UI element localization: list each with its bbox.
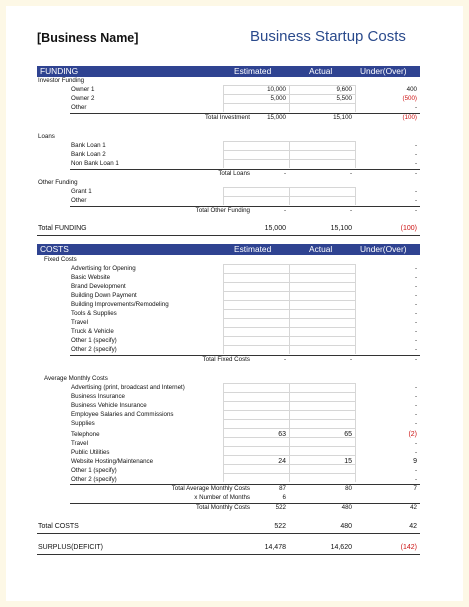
- funding-band-label: FUNDING: [40, 66, 79, 76]
- total-funding-actual: 15,100: [330, 225, 352, 232]
- under-over-cell: -: [414, 301, 417, 308]
- total-avg-monthly-under-over: 7: [413, 485, 417, 492]
- investor-funding-label: Investor Funding: [38, 77, 85, 84]
- page-title: Business Startup Costs: [250, 28, 406, 45]
- under-over-cell: -: [414, 310, 417, 317]
- total-costs-under-over: 42: [409, 523, 417, 530]
- list-item: Public Utilities: [71, 449, 110, 456]
- total-avg-monthly-label: Total Average Monthly Costs: [171, 485, 250, 492]
- list-item: Bank Loan 2: [71, 151, 106, 158]
- funding-col-under-over: Under(Over): [360, 66, 407, 76]
- under-over-cell: -: [414, 197, 417, 204]
- list-item: Advertising for Opening: [71, 265, 136, 272]
- under-over-cell: -: [414, 420, 417, 427]
- under-over-cell: -: [414, 411, 417, 418]
- under-over-cell: -: [414, 104, 417, 111]
- list-item: Non Bank Loan 1: [71, 160, 119, 167]
- list-item: Telephone: [71, 431, 100, 438]
- total-investment-label: Total Investment: [204, 114, 250, 121]
- funding-header-band: [37, 66, 420, 77]
- under-over-cell: -: [414, 151, 417, 158]
- under-over-cell: -: [414, 337, 417, 344]
- total-other-label: Total Other Funding: [195, 207, 250, 214]
- under-over-cell: -: [414, 467, 417, 474]
- list-item: Website Hosting/Maintenance: [71, 458, 154, 465]
- estimated-cell[interactable]: 24: [278, 458, 286, 465]
- list-item: Owner 1: [71, 86, 95, 93]
- business-name: [Business Name]: [37, 31, 139, 45]
- list-item: Brand Development: [71, 283, 126, 290]
- total-investment-actual: 15,100: [333, 114, 352, 121]
- costs-header-band: [37, 244, 420, 255]
- total-fixed-estimated: -: [283, 356, 286, 363]
- list-item: Other 2 (specify): [71, 346, 117, 353]
- list-item: Truck & Vehicle: [71, 328, 114, 335]
- under-over-cell: -: [414, 319, 417, 326]
- actual-cell[interactable]: 15: [344, 458, 352, 465]
- total-other-actual: -: [349, 207, 352, 214]
- total-other-under-over: -: [414, 207, 417, 214]
- costs-band-label: COSTS: [40, 244, 69, 254]
- under-over-cell: (2): [408, 431, 417, 438]
- loans-label: Loans: [38, 133, 55, 140]
- total-costs-actual: 480: [340, 523, 352, 530]
- under-over-cell: -: [414, 476, 417, 483]
- list-item: Business Insurance: [71, 393, 125, 400]
- estimated-cell[interactable]: 10,000: [267, 86, 286, 93]
- under-over-cell: 9: [413, 458, 417, 465]
- total-monthly-under-over: 42: [410, 504, 417, 511]
- under-over-cell: -: [414, 346, 417, 353]
- total-loans-label: Total Loans: [218, 170, 250, 177]
- total-funding-estimated: 15,000: [264, 225, 286, 232]
- list-item: Employee Salaries and Commissions: [71, 411, 174, 418]
- total-fixed-actual: -: [349, 356, 352, 363]
- total-fixed-label: Total Fixed Costs: [202, 356, 250, 363]
- total-loans-estimated: -: [283, 170, 286, 177]
- under-over-cell: (500): [402, 95, 417, 102]
- total-other-estimated: -: [283, 207, 286, 214]
- total-costs-estimated: 522: [274, 523, 286, 530]
- list-item: Basic Website: [71, 274, 111, 281]
- funding-col-actual: Actual: [309, 66, 333, 76]
- total-monthly-estimated: 522: [275, 504, 286, 511]
- under-over-cell: -: [414, 384, 417, 391]
- list-item: Owner 2: [71, 95, 95, 102]
- costs-col-estimated: Estimated: [234, 244, 272, 254]
- list-item: Other: [71, 197, 87, 204]
- under-over-cell: -: [414, 449, 417, 456]
- surplus-under-over: (142): [400, 544, 417, 551]
- total-loans-under-over: -: [414, 170, 417, 177]
- under-over-cell: -: [414, 292, 417, 299]
- under-over-cell: -: [414, 328, 417, 335]
- under-over-cell: -: [414, 188, 417, 195]
- surplus-actual: 14,620: [330, 544, 352, 551]
- funding-col-estimated: Estimated: [234, 66, 272, 76]
- monthly-costs-label: Average Monthly Costs: [44, 375, 108, 382]
- total-avg-monthly-actual: 80: [345, 485, 352, 492]
- actual-cell[interactable]: 5,500: [336, 95, 352, 102]
- estimated-cell[interactable]: 63: [278, 431, 286, 438]
- list-item: Travel: [71, 319, 88, 326]
- list-item: Advertising (print, broadcast and Internet): [71, 384, 185, 391]
- under-over-cell: -: [414, 274, 417, 281]
- list-item: Building Down Payment: [71, 292, 137, 299]
- under-over-cell: -: [414, 393, 417, 400]
- actual-cell[interactable]: 65: [344, 431, 352, 438]
- under-over-cell: 400: [406, 86, 417, 93]
- list-item: Other 2 (specify): [71, 476, 117, 483]
- total-monthly-actual: 480: [341, 504, 352, 511]
- list-item: Bank Loan 1: [71, 142, 106, 149]
- under-over-cell: -: [414, 160, 417, 167]
- list-item: Tools & Supplies: [71, 310, 117, 317]
- total-funding-label: Total FUNDING: [38, 225, 87, 232]
- surplus-label: SURPLUS(DEFICIT): [38, 544, 103, 551]
- estimated-cell[interactable]: 5,000: [270, 95, 286, 102]
- fixed-costs-label: Fixed Costs: [44, 256, 77, 263]
- costs-col-actual: Actual: [309, 244, 333, 254]
- under-over-cell: -: [414, 283, 417, 290]
- list-item: Other 1 (specify): [71, 337, 117, 344]
- total-investment-estimated: 15,000: [267, 114, 286, 121]
- total-loans-actual: -: [349, 170, 352, 177]
- total-costs-label: Total COSTS: [38, 523, 79, 530]
- other-funding-label: Other Funding: [38, 179, 78, 186]
- actual-cell[interactable]: 9,600: [336, 86, 352, 93]
- total-avg-monthly-estimated: 87: [279, 485, 286, 492]
- number-of-months-label: x Number of Months: [194, 494, 250, 501]
- list-item: Grant 1: [71, 188, 92, 195]
- surplus-estimated: 14,478: [264, 544, 286, 551]
- under-over-cell: -: [414, 440, 417, 447]
- list-item: Building Improvements/Remodeling: [71, 301, 169, 308]
- under-over-cell: -: [414, 265, 417, 272]
- list-item: Business Vehicle Insurance: [71, 402, 147, 409]
- total-funding-under-over: (100): [400, 225, 417, 232]
- total-investment-under-over: (100): [402, 114, 417, 121]
- under-over-cell: -: [414, 402, 417, 409]
- costs-col-under-over: Under(Over): [360, 244, 407, 254]
- total-monthly-label: Total Monthly Costs: [196, 504, 250, 511]
- under-over-cell: -: [414, 142, 417, 149]
- total-fixed-under-over: -: [414, 356, 417, 363]
- list-item: Other 1 (specify): [71, 467, 117, 474]
- list-item: Travel: [71, 440, 88, 447]
- list-item: Supplies: [71, 420, 95, 427]
- number-of-months-value[interactable]: 6: [282, 494, 286, 501]
- list-item: Other: [71, 104, 87, 111]
